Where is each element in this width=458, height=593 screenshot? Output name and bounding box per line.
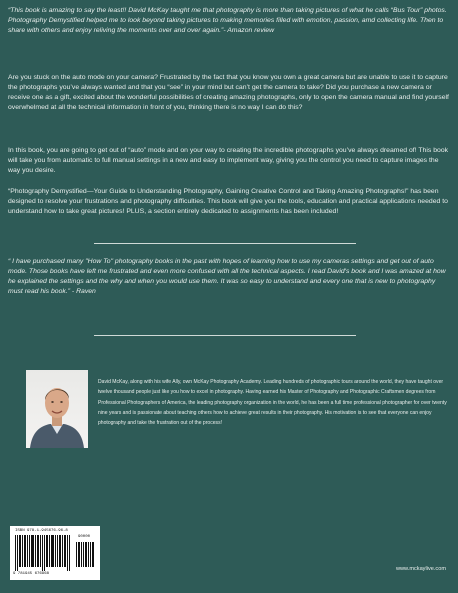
author-photo	[26, 370, 88, 448]
barcode	[10, 526, 100, 580]
price-code: 90000	[78, 535, 91, 539]
intro-paragraph: Are you stuck on the auto mode on your camera? Frustrated by the fact that you know you own a great camera but are unable to use it to capture the photographs you’ve always wanted and that you “see” in your mind but can’t get the camera to take? Did you purchase a new camera or receive one as a gift, excited about the wonderful possibilities of creating amazing photographs, only to open the camera manual and find yourself overwhelmed at all the technical information in front of you, thinking there is no way I can do this?	[8, 74, 449, 111]
divider-bottom	[94, 335, 356, 336]
isbn-text: ISBN 978-1-945676-96-8	[15, 529, 68, 533]
author-bio: David McKay, along with his wife Ally, own McKay Photography Academy. Leading hundreds of photographic tours around the world, they have taught over twelve thousand people just like you how to excel in photography. Having earned his Master of Photography and Photographic Craftsmen degrees from Professional Photographers of America, the leading photography organization in the world, he has been a full time professional photographer for over twenty nine years and is passionate about teaching others how to achieve great results in their photography. His motivation is to see that everyone can enjoy photography and take the frustration out of the process!	[98, 379, 447, 427]
reader-review-quote: “ I have purchased many "How To" photography books in the past with hopes of learning how to use my cameras settings and get out of auto mode. Those books have left me frustrated and even more confused with all the technical aspects. I read David's book and I was amazed at how he explained the settings and the why and when you would use them. It was so easy to understand and every one that is new to photography must read his book.” - Raven	[8, 258, 446, 295]
author-portrait-icon	[26, 370, 88, 448]
book-description-paragraph: “Photography Demystified—Your Guide to Understanding Photography, Gaining Creative Control and Taking Amazing Photographs!” has been designed to resolve your frustrations and photography difficulties. This book will give you the tools, education and practical applications needed to understand how to take great pictures! PLUS, a section entirely dedicated to assignments has been included!	[8, 188, 448, 215]
book-promise-paragraph: In this book, you are going to get out of “auto” mode and on your way to creating the incredible photographs you’ve always dreamed of! This book will take you from automatic to full manual settings in a new and easy to implement way, giving you the control you need to capture images the way you desire.	[8, 147, 449, 174]
website-url[interactable]: www.mckaylive.com	[395, 566, 446, 572]
barcode-number: 9 781945 676968	[13, 572, 50, 576]
top-review-quote: “This book is amazing to say the least!! David McKay taught me that photography is more than taking pictures of what he calls “Bus Tour” photos. Photography Demystified helped me to look beyond taking pictures to making memories filled with emotion, passion, amd collecting life. Then to share with others and enjoy reliving the moments over and over again.”- Amazon review	[8, 7, 447, 34]
divider-top	[94, 243, 356, 244]
